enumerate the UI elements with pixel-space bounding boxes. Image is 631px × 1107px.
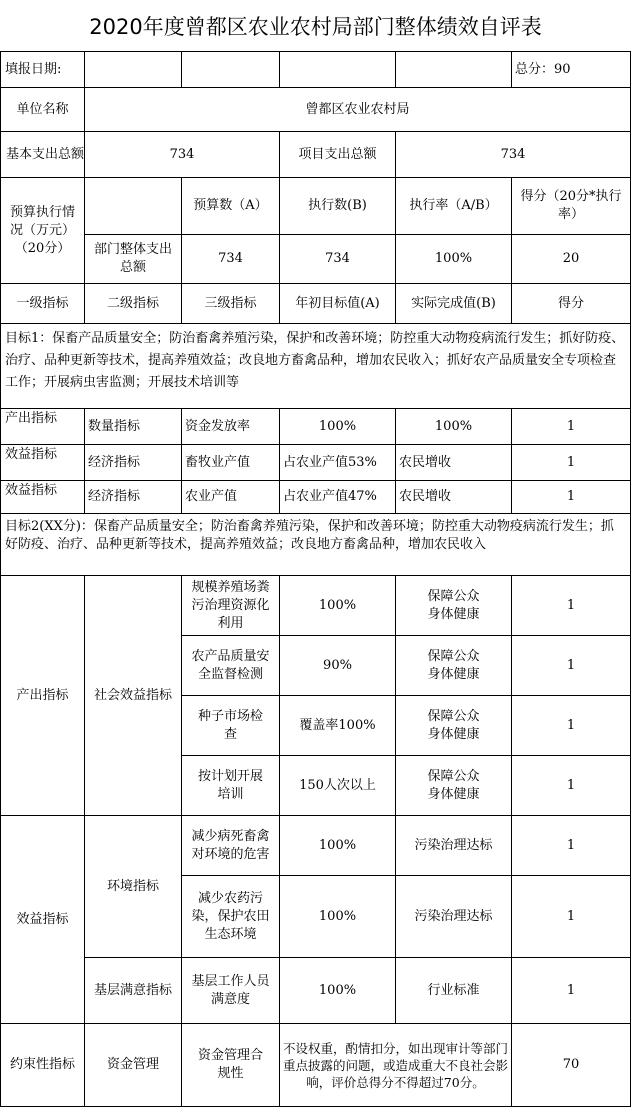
goal1-description: 目标1：保畜产品质量安全；防治畜禽养殖污染，保护和改善环境；防控重大动物疫病流行发生；抓好防疫、治疗、品种更新等技术，提高养殖效益；改良地方畜禽品种，增加农民收入；抓好农产品质量安全专项检查工作；开展病虫害监测；开展技术培训等 (0, 324, 631, 409)
goal1-row3-l1: 效益指标 (0, 481, 85, 514)
goal1-row2-l2: 经济指标 (85, 445, 182, 481)
goal2-output-row3-target: 覆盖率100% (280, 696, 396, 756)
goal2-output-row4-l3: 按计划开展培训 (182, 756, 280, 816)
goal2-benefit-env-row1-l3: 减少病死畜禽对环境的危害 (182, 816, 280, 876)
col-target: 年初目标值(A) (280, 284, 396, 324)
constraint-score: 70 (512, 1024, 631, 1107)
project-expense-label: 项目支出总额 (280, 132, 396, 178)
goal2-output-row1-l3: 规模养殖场粪污治理资源化利用 (182, 576, 280, 636)
goal2-output-l1: 产出指标 (0, 576, 85, 816)
col-score: 得分 (512, 284, 631, 324)
budget-row-label: 部门整体支出总额 (85, 235, 182, 284)
goal2-benefit-env-row2-score: 1 (512, 876, 631, 958)
goal2-output-row1-target: 100% (280, 576, 396, 636)
fill-date-cell-4[interactable] (396, 52, 512, 88)
goal2-output-row2-target: 90% (280, 636, 396, 696)
goal2-output-row4-actual: 保障公众身体健康 (396, 756, 512, 816)
fill-date-cell-2[interactable] (182, 52, 280, 88)
budget-col-rate: 执行率（A/B） (396, 178, 512, 235)
goal2-benefit-env-row1-actual: 污染治理达标 (396, 816, 512, 876)
exec-value: 734 (280, 235, 396, 284)
project-expense-value: 734 (396, 132, 631, 178)
goal1-row1-actual: 100% (396, 409, 512, 445)
goal1-row3-l3: 农业产值 (182, 481, 280, 514)
col-level3: 三级指标 (182, 284, 280, 324)
budget-value: 734 (182, 235, 280, 284)
goal2-output-row3-actual: 保障公众身体健康 (396, 696, 512, 756)
constraint-l1: 约束性指标 (0, 1024, 85, 1107)
goal2-benefit-sat-target: 100% (280, 958, 396, 1024)
goal2-benefit-env-row2-l3: 减少农药污染，保护农田生态环境 (182, 876, 280, 958)
basic-expense-value: 734 (85, 132, 280, 178)
rate-value: 100% (396, 235, 512, 284)
goal2-output-row3-l3: 种子市场检查 (182, 696, 280, 756)
goal1-row1-l2: 数量指标 (85, 409, 182, 445)
unit-name-value: 曾都区农业农村局 (85, 88, 631, 132)
col-actual: 实际完成值(B) (396, 284, 512, 324)
goal2-description: 目标2(XX分)：保畜产品质量安全；防治畜禽养殖污染，保护和改善环境；防控重大动物疫病流行发生；抓好防疫、治疗、品种更新等技术，提高养殖效益；改良地方畜禽品种，增加农民收入 (0, 514, 631, 576)
total-score: 总分：90 (512, 52, 631, 88)
col-level2: 二级指标 (85, 284, 182, 324)
goal2-benefit-env-row2-actual: 污染治理达标 (396, 876, 512, 958)
goal1-row3-score: 1 (512, 481, 631, 514)
fill-date-label: 填报日期: (0, 52, 85, 88)
goal1-row3-target: 占农业产值47% (280, 481, 396, 514)
goal1-row2-l1: 效益指标 (0, 445, 85, 481)
goal2-benefit-sat-l3: 基层工作人员满意度 (182, 958, 280, 1024)
goal2-benefit-env-label: 环境指标 (85, 816, 182, 958)
goal2-output-l2: 社会效益指标 (85, 576, 182, 816)
goal2-output-row4-target: 150人次以上 (280, 756, 396, 816)
fill-date-cell-3[interactable] (280, 52, 396, 88)
goal2-benefit-sat-score: 1 (512, 958, 631, 1024)
goal1-row3-actual: 农民增收 (396, 481, 512, 514)
goal1-row1-l3: 资金发放率 (182, 409, 280, 445)
goal1-row1-score: 1 (512, 409, 631, 445)
goal2-output-row2-l3: 农产品质量安全监督检测 (182, 636, 280, 696)
goal1-row2-score: 1 (512, 445, 631, 481)
budget-header-blank (85, 178, 182, 235)
goal1-row1-target: 100% (280, 409, 396, 445)
goal1-row2-l3: 畜牧业产值 (182, 445, 280, 481)
goal2-benefit-env-row1-score: 1 (512, 816, 631, 876)
goal2-output-row1-actual: 保障公众身体健康 (396, 576, 512, 636)
goal2-benefit-env-row1-target: 100% (280, 816, 396, 876)
budget-col-score: 得分（20分*执行率） (512, 178, 631, 235)
goal2-benefit-env-row2-target: 100% (280, 876, 396, 958)
budget-col-exec: 执行数(B) (280, 178, 396, 235)
col-level1: 一级指标 (0, 284, 85, 324)
goal1-row2-actual: 农民增收 (396, 445, 512, 481)
budget-score-value: 20 (512, 235, 631, 284)
fill-date-cell-1[interactable] (85, 52, 182, 88)
goal1-row2-target: 占农业产值53% (280, 445, 396, 481)
goal2-output-row4-score: 1 (512, 756, 631, 816)
goal2-benefit-sat-label: 基层满意指标 (85, 958, 182, 1024)
constraint-note: 不设权重，酌情扣分，如出现审计等部门重点披露的问题，或造成重大不良社会影响，评价总得分不得超过70分。 (280, 1024, 512, 1107)
goal2-output-row3-score: 1 (512, 696, 631, 756)
goal2-output-row2-score: 1 (512, 636, 631, 696)
unit-name-label: 单位名称 (0, 88, 85, 132)
goal2-benefit-sat-actual: 行业标准 (396, 958, 512, 1024)
goal2-output-row1-score: 1 (512, 576, 631, 636)
goal2-benefit-l1: 效益指标 (0, 816, 85, 1024)
constraint-l3: 资金管理合规性 (182, 1024, 280, 1107)
budget-col-budget: 预算数（A） (182, 178, 280, 235)
sheet-title: 2020年度曾都区农业农村局部门整体绩效自评表 (0, 0, 631, 52)
constraint-l2: 资金管理 (85, 1024, 182, 1107)
goal1-row1-l1: 产出指标 (0, 409, 85, 445)
goal2-output-row2-actual: 保障公众身体健康 (396, 636, 512, 696)
basic-expense-label: 基本支出总额 (0, 132, 85, 178)
budget-execution-label: 预算执行情况（万元）（20分） (0, 178, 85, 284)
goal1-row3-l2: 经济指标 (85, 481, 182, 514)
